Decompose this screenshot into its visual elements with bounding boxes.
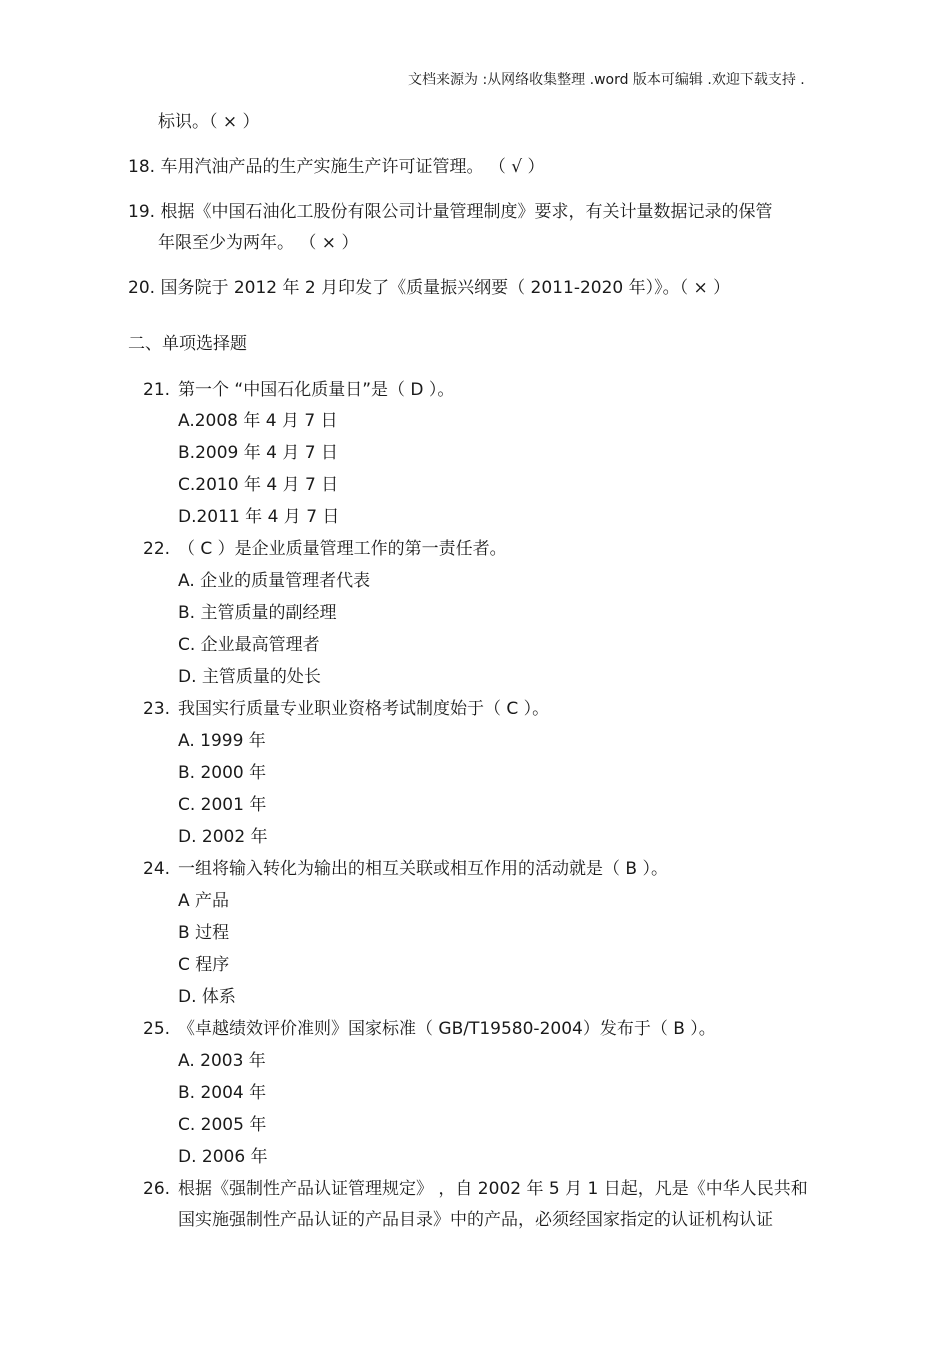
option-c: C. 2005 年: [178, 1115, 267, 1135]
option-d: D. 体系: [178, 987, 236, 1007]
question-number: 18.: [128, 157, 156, 177]
question-stem: 根据《强制性产品认证管理规定》 ，自 2002 年 5 月 1 日起，凡是《中华人民共和: [178, 1179, 808, 1199]
question-number: 24.: [143, 859, 171, 879]
question-18: [128, 155, 545, 179]
option-d: D. 2002 年: [178, 827, 268, 847]
option-b: B 过程: [178, 923, 230, 943]
question-text: 根据《中国石油化工股份有限公司计量管理制度》要求，有关计量数据记录的保管: [160, 202, 773, 222]
option-c: C. 企业最高管理者: [178, 635, 320, 655]
option-a: A. 1999 年: [178, 731, 266, 751]
option-d: D.2011 年 4 月 7 日: [178, 507, 340, 527]
question-number: 26.: [143, 1179, 171, 1199]
question-25: [143, 1017, 716, 1041]
question-stem: 第一个 “中国石化质量日”是（ D ）。: [178, 380, 455, 400]
section-title: 二、单项选择题: [128, 334, 247, 354]
page-header: 文档来源为 :从网络收集整理 .word 版本可编辑 .欢迎下载支持 .: [408, 72, 805, 88]
option-a: A.2008 年 4 月 7 日: [178, 411, 338, 431]
question-21: [143, 378, 454, 402]
option-b: B. 2004 年: [178, 1083, 267, 1103]
option-b: B. 主管质量的副经理: [178, 603, 337, 623]
option-b: B. 2000 年: [178, 763, 267, 783]
question-22: [143, 537, 507, 561]
option-d: D. 2006 年: [178, 1147, 268, 1167]
question-text: 车用汽油产品的生产实施生产许可证管理。 （ √ ）: [160, 157, 545, 177]
question-number: 23.: [143, 699, 171, 719]
option-c: C.2010 年 4 月 7 日: [178, 475, 339, 495]
question-number: 21.: [143, 380, 171, 400]
option-c: C. 2001 年: [178, 795, 267, 815]
option-b: B.2009 年 4 月 7 日: [178, 443, 338, 463]
question-19: [128, 200, 772, 224]
question-number: 19.: [128, 202, 156, 222]
question-number: 20.: [128, 278, 156, 298]
question-26-line-2: 国实施强制性产品认证的产品目录》中的产品，必须经国家指定的认证机构认证: [178, 1210, 773, 1230]
option-a: A. 2003 年: [178, 1051, 266, 1071]
option-a: A. 企业的质量管理者代表: [178, 571, 371, 591]
option-d: D. 主管质量的处长: [178, 667, 321, 687]
question-stem: （ C ）是企业质量管理工作的第一责任者。: [178, 539, 507, 559]
question-stem: 一组将输入转化为输出的相互关联或相互作用的活动就是（ B ）。: [178, 859, 668, 879]
question-24: [143, 857, 668, 881]
option-c: C 程序: [178, 955, 230, 975]
option-a: A 产品: [178, 891, 230, 911]
question-number: 22.: [143, 539, 171, 559]
question-text: 国务院于 2012 年 2 月印发了《质量振兴纲要（ 2011-2020 年）》。（ × ）: [160, 278, 731, 298]
question-stem: 《卓越绩效评价准则》国家标准（ GB/T19580-2004）发布于（ B ）。: [178, 1019, 716, 1039]
question-17-continuation: 标识。（ × ）: [158, 112, 260, 132]
question-20: [128, 276, 730, 300]
question-19-line-2: 年限至少为两年。 （ × ）: [158, 233, 359, 253]
question-number: 25.: [143, 1019, 171, 1039]
question-23: [143, 697, 549, 721]
question-stem: 我国实行质量专业职业资格考试制度始于（ C ）。: [178, 699, 550, 719]
question-26: [143, 1177, 808, 1201]
